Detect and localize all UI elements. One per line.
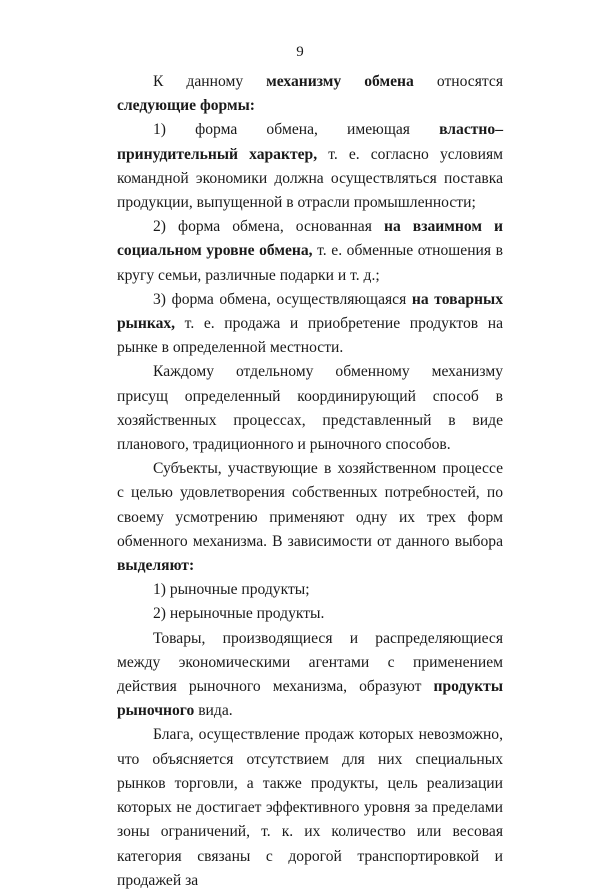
paragraph [117, 215, 503, 288]
bold-term: механизму обмена [266, 73, 414, 90]
text-run: 1) форма обмена, имеющая [153, 121, 440, 139]
paragraph [117, 457, 503, 578]
bold-term: продукты рыночного [117, 678, 503, 720]
text-run: т. е. согласно условиям командной экономики должна осуществляться поставка продукции, выпущенной в отрасли промышленности; [117, 145, 503, 212]
paragraph [117, 627, 503, 724]
paragraph [117, 288, 503, 361]
paragraph [117, 578, 503, 602]
text-run: Блага, осуществление продаж которых невозможно, что объясняется отсутствием для них специальных рынков торговли, а также продукты, цель реализации которых не достигает эффективного уровня за пределами зоны ограничений, т. к. их количество или весовая категория связаны с дорогой транспортировкой и продажей за [117, 726, 503, 889]
text-run: Товары, производящиеся и распределяющиеся между экономическими агентами с применением действия рыночного механизма, образуют [117, 629, 503, 696]
bold-term: на взаимном и социальном уровне обмена, [117, 218, 503, 260]
text-run: 3) форма обмена, осуществляющаяся [153, 290, 412, 308]
text-run: Каждому отдельному обменному механизму присущ определенный координирующий способ в хозяйственных процессах, представленный в виде планового, традиционного и рыночного способов. [117, 363, 503, 454]
bold-term: на товарных рынках, [117, 290, 504, 333]
paragraph [117, 70, 503, 118]
body-text [117, 70, 503, 893]
text-run: т. е. обменные отношения в кругу семьи, различные подарки и т. д.; [117, 242, 503, 284]
paragraph [117, 723, 503, 892]
text-run: 2) форма обмена, основанная [153, 218, 384, 236]
text-run: т. е. продажа и приобретение продуктов на рынке в определенной местности. [117, 315, 503, 357]
text-run: вида. [194, 702, 233, 720]
bold-term: следующие формы: [117, 97, 255, 115]
paragraph [117, 360, 503, 457]
bold-term: властно–принудительный характер, [117, 121, 503, 163]
paragraph [117, 602, 503, 626]
text-run: относятся [413, 73, 503, 90]
paragraph [117, 118, 503, 215]
text-run: Субъекты, участвующие в хозяйственном процессе с целью удовлетворения собственных потребностей, по своему усмотрению применяют одну их трех форм обменного механизма. В зависимости от данного выбора [117, 460, 503, 550]
bold-term: выделяют: [117, 557, 195, 575]
page-number: 9 [296, 44, 304, 60]
text-run: 1) рыночные продукты; [153, 581, 310, 599]
text-run: К данному [153, 73, 267, 90]
text-run: 2) нерыночные продукты. [153, 605, 325, 623]
